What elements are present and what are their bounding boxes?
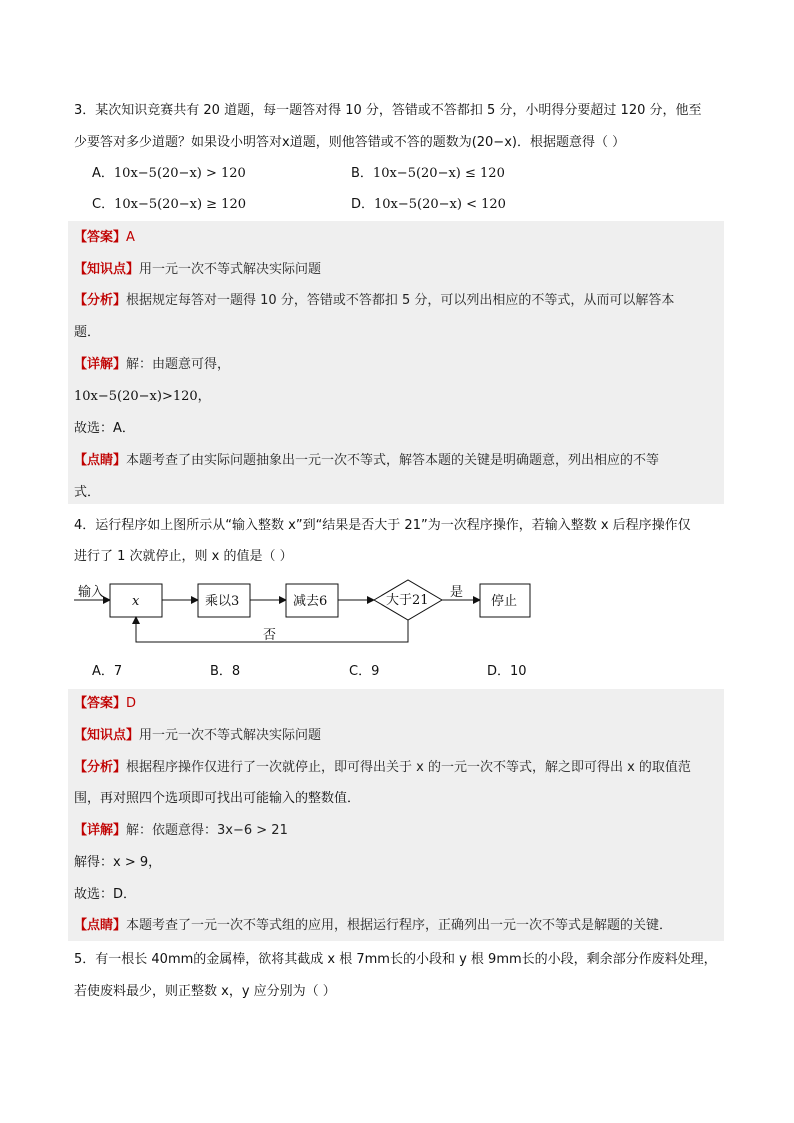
q3-option-d-label: D． (351, 197, 375, 212)
answer-value: A (126, 230, 135, 245)
q4-option-d-label: D． (487, 664, 511, 679)
q4-detail-line3: 故选：D． (74, 887, 137, 902)
comment-tag: 【点睛】 (74, 453, 127, 468)
detail-text: 解：由题意可得， (126, 357, 231, 372)
q3-detail-line2: 10x−5(20−x)>120， (74, 389, 211, 404)
flow-box-x-label: x (132, 594, 140, 609)
q3-option-d-text: 10x−5(20−x) < 120 (374, 197, 506, 212)
q4-detail-line2: 解得：x > 9， (74, 855, 162, 870)
analysis-text: 根据程序操作仅进行了一次就停止，即可得出关于 x 的一元一次不等式，解之即可得出 x 的取值范 (126, 760, 691, 775)
flow-yes-label: 是 (450, 585, 464, 600)
flow-input-label: 输入 (78, 585, 105, 600)
q4-option-c (349, 662, 379, 682)
q3-option-c-label: C． (92, 197, 115, 212)
q3-answer (74, 228, 135, 248)
q4-analysis-line2: 围，再对照四个选项即可找出可能输入的整数值． (74, 791, 361, 806)
q4-option-a (92, 662, 122, 682)
q3-option-b-label: B． (351, 166, 373, 181)
analysis-tag: 【分析】 (74, 760, 127, 775)
flow-box-subtract-label: 减去6 (293, 594, 328, 609)
q3-option-a-label: A． (92, 166, 114, 181)
q4-option-b (210, 662, 240, 682)
knowledge-text: 用一元一次不等式解决实际问题 (139, 728, 322, 743)
q4-option-b-text: 8 (231, 664, 241, 679)
q4-option-a-text: 7 (113, 664, 123, 679)
q3-stem-line2: 少要答对多少道题？如果设小明答对x道题，则他答错或不答的题数为(20−x)．根据题意得（ ） (74, 135, 626, 150)
q4-knowledge (74, 726, 321, 746)
knowledge-tag: 【知识点】 (74, 728, 140, 743)
q3-option-d (351, 195, 506, 215)
flow-box-stop-label: 停止 (491, 594, 518, 609)
detail-tag: 【详解】 (74, 823, 127, 838)
q4-comment-line1 (74, 916, 672, 936)
q3-option-b (351, 164, 505, 184)
knowledge-tag: 【知识点】 (74, 262, 140, 277)
q4-stem-line2: 进行了 1 次就停止，则 x 的值是（ ） (74, 549, 293, 564)
flow-decision-label: 大于21 (386, 593, 429, 608)
detail-text: 解：依题意得：3x−6 > 21 (126, 823, 288, 838)
q3-comment-line1 (74, 451, 659, 471)
answer-tag: 【答案】 (74, 696, 127, 711)
comment-tag: 【点睛】 (74, 918, 127, 933)
q4-detail-line1 (74, 821, 288, 841)
q4-option-c-text: 9 (371, 664, 380, 679)
answer-tag: 【答案】 (74, 230, 127, 245)
q3-analysis-line2: 题． (74, 325, 101, 340)
q4-option-a-label: A． (92, 664, 114, 679)
q4-option-d (487, 662, 527, 682)
q4-option-d-text: 10 (510, 664, 527, 679)
comment-text: 本题考查了一元一次不等式组的应用，根据运行程序，正确列出一元一次不等式是解题的关键． (126, 918, 673, 933)
flow-box-multiply-label: 乘以3 (205, 594, 240, 609)
q3-option-c (92, 195, 246, 215)
q3-detail-line1 (74, 355, 230, 375)
q3-knowledge (74, 260, 321, 280)
q3-analysis-line1 (74, 291, 674, 311)
q3-comment-line2: 式． (74, 485, 101, 500)
q3-stem-line1: 3．某次知识竞赛共有 20 道题，每一题答对得 10 分，答错或不答都扣 5 分，小明得分要超过 120 分，他至 (74, 103, 702, 118)
q5-stem-line1: 5．有一根长 40mm的金属棒，欲将其截成 x 根 7mm长的小段和 y 根 9mm长的小段，剩余部分作废料处理， (74, 952, 717, 967)
q4-stem-line1: 4．运行程序如上图所示从“输入整数 x”到“结果是否大于 21”为一次程序操作，若输入整数 x 后程序操作仅 (74, 518, 691, 533)
flow-no-label: 否 (263, 628, 277, 643)
q4-option-c-label: C． (349, 664, 372, 679)
q3-option-b-text: 10x−5(20−x) ≤ 120 (372, 166, 505, 181)
q5-stem-line2: 若使废料最少，则正整数 x，y 应分别为（ ） (74, 984, 336, 999)
q4-analysis-line1 (74, 758, 691, 778)
q4-answer (74, 694, 136, 714)
knowledge-text: 用一元一次不等式解决实际问题 (139, 262, 322, 277)
q4-flowchart (70, 574, 540, 650)
analysis-text: 根据规定每答对一题得 10 分，答错或不答都扣 5 分，可以列出相应的不等式，从而可以解答本 (126, 293, 675, 308)
analysis-tag: 【分析】 (74, 293, 127, 308)
q3-option-a-text: 10x−5(20−x) > 120 (113, 166, 246, 181)
q3-option-a (92, 164, 246, 184)
detail-tag: 【详解】 (74, 357, 127, 372)
comment-text: 本题考查了由实际问题抽象出一元一次不等式，解答本题的关键是明确题意，列出相应的不等 (126, 453, 660, 468)
q3-option-c-text: 10x−5(20−x) ≥ 120 (114, 197, 246, 212)
answer-value: D (126, 696, 137, 711)
q4-option-b-label: B． (210, 664, 232, 679)
q3-detail-line3: 故选：A． (74, 421, 135, 436)
